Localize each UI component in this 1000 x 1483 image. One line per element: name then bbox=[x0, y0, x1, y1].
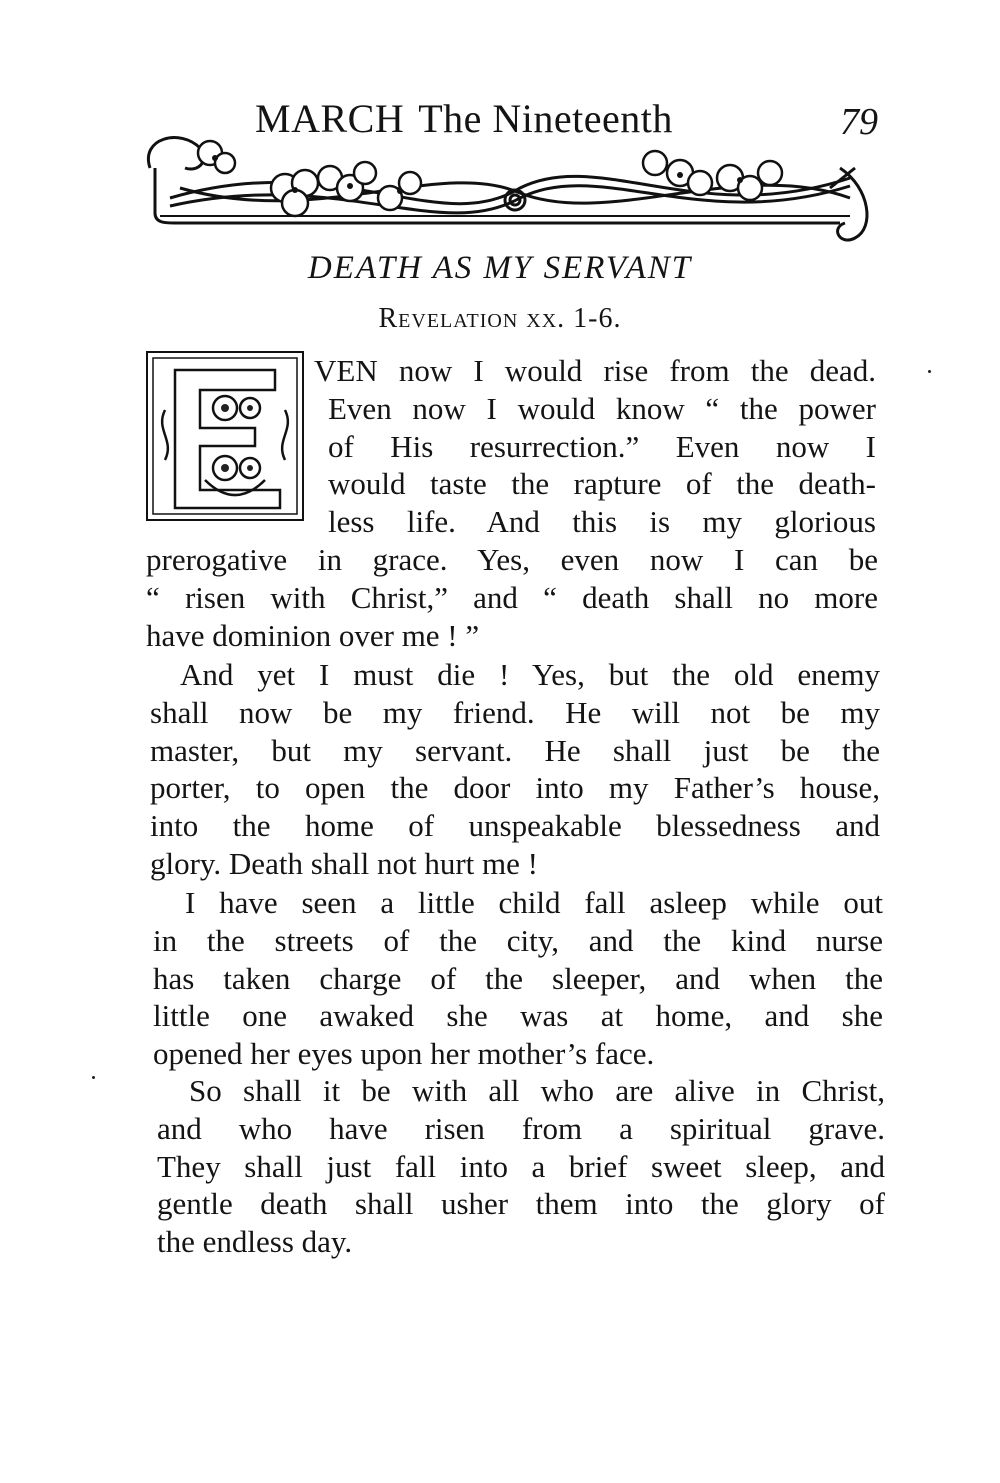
text-line: And yet I must die ! Yes, but the old enemy bbox=[180, 657, 880, 692]
text-line: I have seen a little child fall asleep while out bbox=[185, 885, 883, 920]
reading-title: DEATH AS MY SERVANT bbox=[307, 250, 693, 286]
text-line: Even now I would know “ the power bbox=[328, 390, 876, 426]
text-line: and who have risen from a spiritual grave. bbox=[157, 1110, 885, 1146]
text-line: the endless day. bbox=[157, 1224, 353, 1260]
text-line: into the home of unspeakable blessedness and bbox=[150, 808, 880, 844]
text-line: shall now be my friend. He will not be my bbox=[150, 694, 880, 730]
header-day-label: The Nineteenth bbox=[418, 96, 673, 141]
text-line: would taste the rapture of the death- bbox=[328, 466, 876, 502]
text-line: master, but my servant. He shall just be the bbox=[150, 732, 880, 768]
paragraph-2 bbox=[150, 656, 880, 883]
text-line: in the streets of the city, and the kind nurse bbox=[153, 922, 883, 958]
text-line: gentle death shall usher them into the glory of bbox=[157, 1186, 885, 1222]
text-line: have dominion over me ! ” bbox=[146, 617, 480, 653]
text-line: less life. And this is my glorious bbox=[328, 504, 876, 540]
print-speck bbox=[928, 370, 931, 373]
paragraph-3 bbox=[153, 884, 883, 1073]
text-line: prerogative in grace. Yes, even now I can be bbox=[146, 542, 878, 577]
text-line: of His resurrection.” Even now I bbox=[328, 428, 876, 464]
paragraph-1-full bbox=[146, 541, 878, 654]
header-month: MARCH bbox=[255, 96, 405, 141]
text-line: little one awaked she was at home, and she bbox=[153, 998, 883, 1034]
page-number: 79 bbox=[840, 101, 878, 143]
text-line: porter, to open the door into my Father’s house, bbox=[150, 770, 880, 806]
text-line: They shall just fall into a brief sweet sleep, and bbox=[157, 1148, 885, 1184]
text-line: glory. Death shall not hurt me ! bbox=[150, 845, 538, 881]
paragraph-4 bbox=[157, 1072, 885, 1261]
decorated-initial-e bbox=[145, 350, 305, 522]
print-speck bbox=[92, 1076, 95, 1079]
text-line: “ risen with Christ,” and “ death shall no more bbox=[146, 579, 878, 615]
paragraph-1-indented bbox=[314, 352, 876, 541]
text-line: VEN now I would rise from the dead. bbox=[314, 353, 876, 388]
floral-banner-ornament bbox=[140, 128, 880, 248]
text-line: opened her eyes upon her mother’s face. bbox=[153, 1036, 655, 1072]
text-line: So shall it be with all who are alive in Christ, bbox=[189, 1073, 885, 1108]
scripture-reference: Revelation xx. 1-6. bbox=[378, 303, 622, 334]
text-line: has taken charge of the sleeper, and when the bbox=[153, 960, 883, 996]
